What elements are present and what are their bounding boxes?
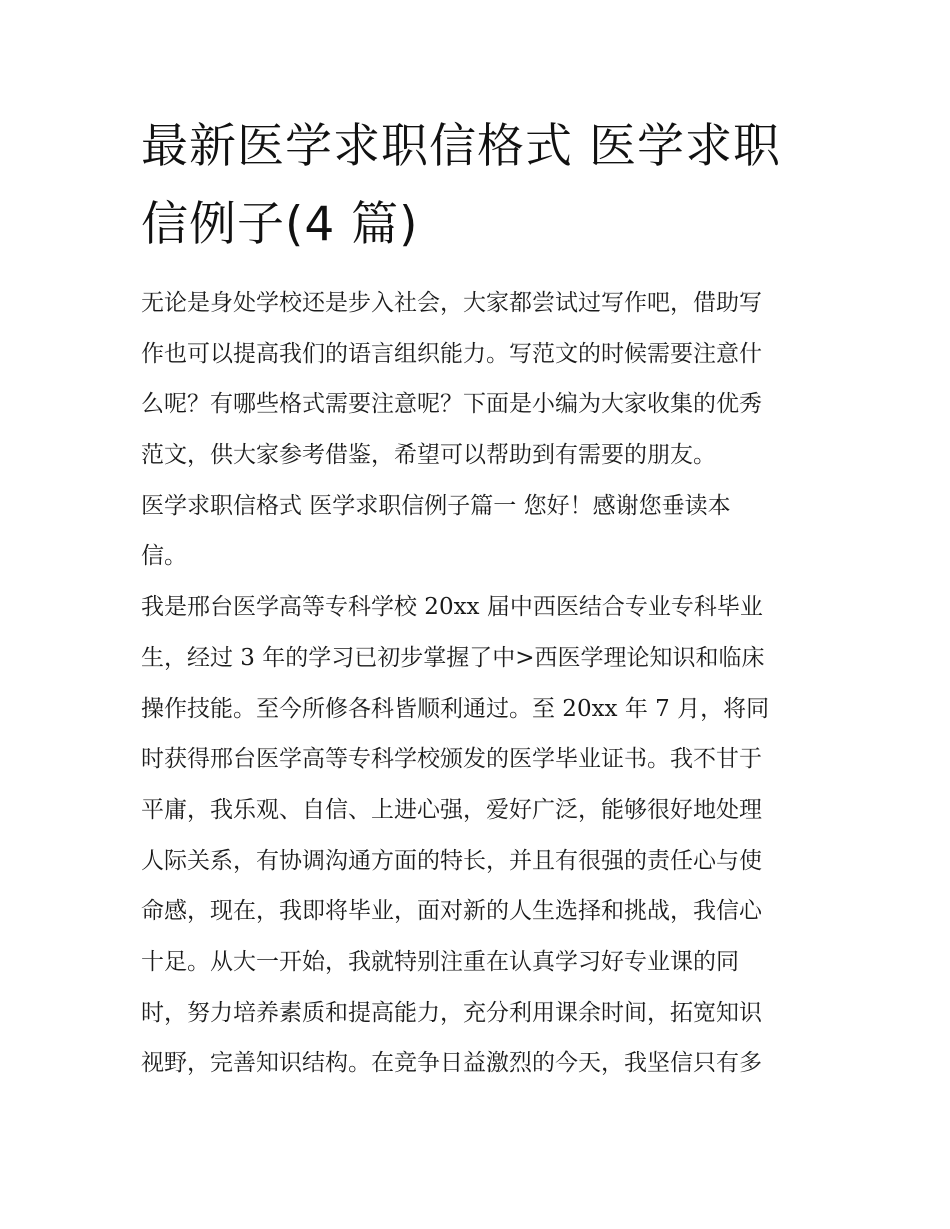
body-line: 作也可以提高我们的语言组织能力。写范文的时候需要注意什 xyxy=(141,340,762,367)
document-body xyxy=(141,278,817,1089)
body-line: 人际关系，有协调沟通方面的特长，并且有很强的责任心与使 xyxy=(141,847,762,874)
body-line: 十足。从大一开始，我就特别注重在认真学习好专业课的同 xyxy=(141,948,739,975)
body-line: 我是邢台医学高等专科学校 20xx 届中西医结合专业专科毕业 xyxy=(141,594,763,621)
body-line: 平庸，我乐观、自信、上进心强，爱好广泛，能够很好地处理 xyxy=(141,796,762,823)
document-title xyxy=(141,108,817,264)
title-line: 信例子(4 篇) xyxy=(141,197,419,252)
body-line: 生，经过 3 年的学习已初步掌握了中>西医学理论知识和临床 xyxy=(141,644,765,671)
document-content xyxy=(141,108,817,1089)
body-line: 时，努力培养素质和提高能力，充分利用课余时间，拓宽知识 xyxy=(141,999,762,1026)
title-line: 最新医学求职信格式 医学求职 xyxy=(141,119,781,174)
body-line: 视野，完善知识结构。在竞争日益激烈的今天，我坚信只有多 xyxy=(141,1050,762,1077)
body-line: 时获得邢台医学高等专科学校颁发的医学毕业证书。我不甘于 xyxy=(141,746,762,773)
body-line: 信。 xyxy=(141,543,187,570)
body-line: 范文，供大家参考借鉴，希望可以帮助到有需要的朋友。 xyxy=(141,442,716,469)
body-line: 医学求职信格式 医学求职信例子篇一 您好！感谢您垂读本 xyxy=(141,492,731,519)
body-line: 无论是身处学校还是步入社会，大家都尝试过写作吧，借助写 xyxy=(141,290,762,316)
body-line: 么呢？有哪些格式需要注意呢？下面是小编为大家收集的优秀 xyxy=(141,391,762,418)
body-line: 命感，现在，我即将毕业，面对新的人生选择和挑战，我信心 xyxy=(141,898,762,925)
body-line: 操作技能。至今所修各科皆顺利通过。至 20xx 年 7 月，将同 xyxy=(141,695,770,722)
